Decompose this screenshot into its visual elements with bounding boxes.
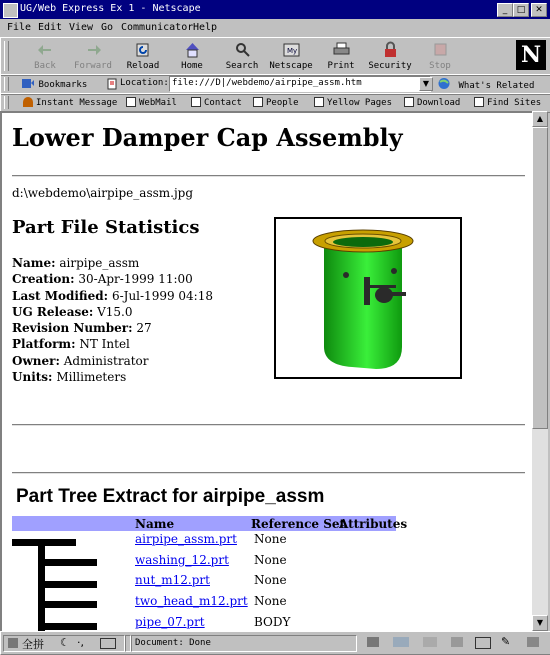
location-page-icon: [107, 78, 118, 90]
minimize-button[interactable]: _: [497, 3, 513, 17]
search-label: Search: [225, 61, 259, 71]
soft-keyboard-icon: [100, 638, 116, 649]
stat-units: Units: Millimeters: [12, 370, 127, 385]
related-globe-icon: [437, 77, 455, 90]
part-link-airpipe-assm[interactable]: airpipe_assm.prt: [135, 532, 237, 546]
status-bar: [0, 631, 550, 655]
table-row: [135, 532, 435, 552]
reload-icon: [135, 41, 152, 58]
find-sites-link[interactable]: [474, 97, 541, 108]
window-title: UG/Web Express Ex 1 - Netscape: [20, 3, 201, 14]
download-link[interactable]: [404, 97, 460, 108]
reference-set-value: None: [254, 553, 287, 567]
netscape-my-icon: [283, 41, 300, 58]
location-dropdown-button[interactable]: ▼: [419, 77, 433, 91]
column-header-reference-set: Reference Set: [251, 517, 346, 531]
instant-message-link[interactable]: [23, 97, 117, 108]
bookmarks-icon: [21, 77, 35, 89]
part-image: [274, 217, 462, 379]
stop-icon: [432, 41, 449, 58]
print-label: Print: [327, 61, 355, 71]
stat-revision-number: Revision Number: 27: [12, 321, 152, 336]
table-row: [135, 553, 435, 573]
column-header-name: Name: [135, 517, 175, 531]
status-message: [131, 635, 357, 652]
bookmark-page-icon: [126, 97, 136, 107]
stop-label: Stop: [429, 61, 451, 71]
back-label: Back: [34, 61, 56, 71]
stats-list: [12, 255, 213, 385]
bookmarks-label: Bookmarks: [38, 80, 88, 90]
bookmark-page-icon: [404, 97, 414, 107]
image-path: d:\webdemo\airpipe_assm.jpg: [12, 186, 194, 200]
part-link-two-head-m12[interactable]: two_head_m12.prt: [135, 594, 248, 608]
search-button[interactable]: [218, 39, 266, 73]
stat-name: Name: airpipe_assm: [12, 256, 140, 270]
menu-edit[interactable]: Edit: [38, 22, 63, 33]
reload-button[interactable]: [119, 39, 167, 73]
back-button[interactable]: [21, 39, 69, 73]
mail-icon[interactable]: [393, 637, 409, 647]
menu-communicator[interactable]: Communicator: [121, 22, 194, 33]
horizontal-rule: [12, 472, 525, 474]
table-row: [135, 615, 435, 631]
reference-set-value: BODY: [254, 615, 291, 629]
page-viewport: [0, 111, 532, 631]
bookmark-page-icon: [253, 97, 263, 107]
forward-label: Forward: [74, 61, 112, 71]
tray-icon[interactable]: [527, 637, 539, 647]
home-button[interactable]: [168, 39, 216, 73]
reference-set-value: None: [254, 594, 287, 608]
bookmarks-button[interactable]: [21, 77, 87, 90]
forward-button[interactable]: [69, 39, 117, 73]
whats-related-button[interactable]: [437, 77, 534, 91]
location-url: file:///D|/webdemo/airpipe_assm.htm: [172, 78, 362, 88]
bookmark-page-icon: [474, 97, 484, 107]
stat-platform: Platform: NT Intel: [12, 337, 130, 352]
toolbar-grip[interactable]: [4, 96, 9, 109]
horizontal-rule: [12, 175, 525, 177]
webmail-link[interactable]: [126, 97, 177, 108]
maximize-button[interactable]: □: [513, 3, 529, 17]
moon-icon: ☾: [60, 636, 70, 649]
instant-message-label: Instant Message: [36, 98, 118, 108]
punctuation-icon: ·,: [77, 636, 84, 649]
stat-owner: Owner: Administrator: [12, 353, 149, 368]
yellow-pages-label: Yellow Pages: [327, 98, 393, 108]
part-link-nut-m12[interactable]: nut_m12.prt: [135, 573, 210, 587]
forward-arrow-icon: [85, 41, 102, 58]
ime-mode-label: 全拼: [22, 638, 44, 651]
part-link-pipe-07[interactable]: pipe_07.prt: [135, 615, 205, 629]
security-button[interactable]: [366, 39, 414, 73]
whats-related-label: What's Related: [458, 81, 535, 91]
people-link[interactable]: [253, 97, 299, 108]
security-label: Security: [368, 61, 412, 71]
bookmark-page-icon: [191, 97, 201, 107]
netscape-logo[interactable]: N: [516, 40, 546, 70]
stop-button[interactable]: [416, 39, 464, 73]
people-label: People: [266, 98, 299, 108]
stats-heading: Part File Statistics: [12, 217, 200, 238]
keyboard-icon: [8, 638, 18, 648]
reload-label: Reload: [126, 61, 160, 71]
printer-icon: [333, 41, 350, 58]
find-sites-label: Find Sites: [487, 98, 542, 108]
svg-text:My: My: [287, 47, 298, 55]
title-bar: [0, 0, 550, 19]
ime-indicator[interactable]: [3, 635, 125, 652]
stat-creation: Creation: 30-Apr-1999 11:00: [12, 272, 193, 287]
composer-icon[interactable]: [475, 637, 491, 649]
navigation-toolbar: [0, 37, 550, 76]
back-arrow-icon: [37, 41, 54, 58]
page-title: Lower Damper Cap Assembly: [12, 123, 403, 152]
scroll-thumb[interactable]: [532, 127, 548, 429]
close-button[interactable]: ✕: [531, 3, 547, 17]
stat-last-modified: Last Modified: 6-Jul-1999 04:18: [12, 288, 213, 303]
column-header-attributes: Attributes: [339, 517, 408, 531]
home-label: Home: [181, 61, 203, 71]
navigator-icon[interactable]: [367, 637, 379, 647]
vertical-scrollbar[interactable]: [532, 111, 548, 631]
person-icon: [23, 97, 33, 107]
download-label: Download: [417, 98, 461, 108]
contact-label: Contact: [204, 98, 242, 108]
table-row: [135, 594, 435, 614]
scroll-up-button[interactable]: ▲: [532, 111, 548, 127]
newsgroups-icon[interactable]: [423, 637, 437, 647]
bookmark-page-icon: [314, 97, 324, 107]
instant-message-icon[interactable]: ✎: [501, 635, 511, 648]
status-text: Document: Done: [135, 638, 211, 648]
location-input[interactable]: [169, 76, 431, 92]
yellow-pages-link[interactable]: [314, 97, 392, 108]
toolbar-grip[interactable]: [4, 77, 9, 91]
tree-structure-icon: [12, 537, 98, 631]
webmail-label: WebMail: [139, 98, 177, 108]
part-link-washing-12[interactable]: washing_12.prt: [135, 553, 229, 567]
reference-set-value: None: [254, 532, 287, 546]
netscape-button[interactable]: [267, 39, 315, 73]
scroll-down-button[interactable]: ▼: [532, 615, 548, 631]
menu-file[interactable]: File: [7, 22, 32, 33]
horizontal-rule: [12, 424, 525, 426]
menu-go[interactable]: Go: [101, 22, 114, 33]
component-bar: [361, 635, 549, 650]
menu-bar: [0, 19, 550, 37]
stat-ug-release: UG Release: V15.0: [12, 304, 133, 319]
menu-view[interactable]: View: [69, 22, 94, 33]
reference-set-value: None: [254, 573, 287, 587]
netscape-label: Netscape: [269, 61, 313, 71]
location-label: Location:: [120, 78, 169, 88]
toolbar-grip[interactable]: [4, 41, 9, 71]
damper-cap-render: [276, 219, 460, 377]
menu-help[interactable]: Help: [193, 22, 218, 33]
tree-heading: Part Tree Extract for airpipe_assm: [16, 486, 325, 507]
search-icon: [234, 41, 251, 58]
address-book-icon[interactable]: [451, 637, 463, 647]
home-icon: [184, 41, 201, 58]
padlock-icon: [382, 41, 399, 58]
table-row: [135, 573, 435, 593]
personal-toolbar: [0, 93, 550, 113]
contact-link[interactable]: [191, 97, 242, 108]
print-button[interactable]: [317, 39, 365, 73]
netscape-window-icon: [3, 3, 18, 18]
location-toolbar: [0, 74, 550, 95]
